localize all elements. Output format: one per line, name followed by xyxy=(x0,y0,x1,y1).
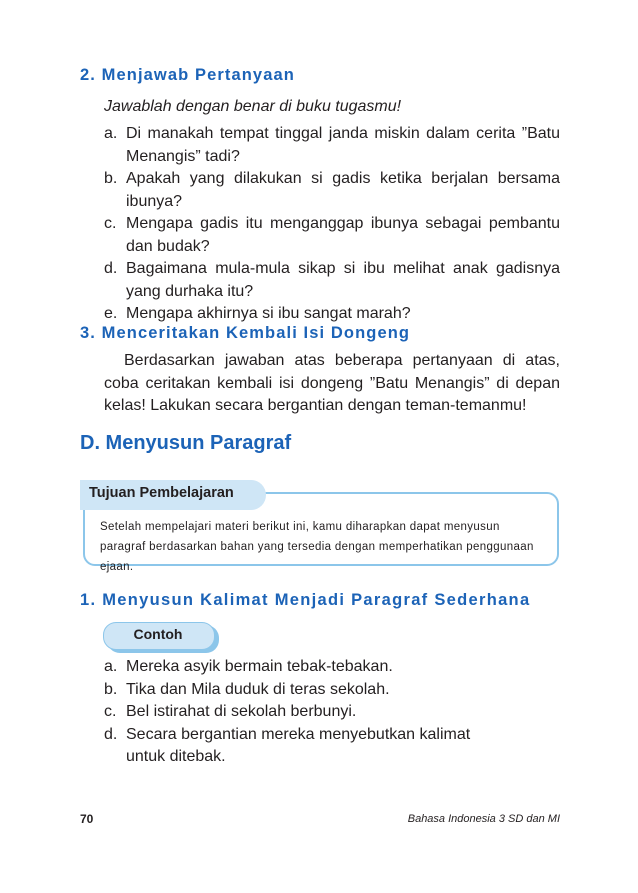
question-list xyxy=(104,123,560,326)
list-item xyxy=(104,724,560,769)
list-item-text: Secara bergantian mereka menyebutkan kalimat untuk ditebak. xyxy=(126,725,471,765)
list-item xyxy=(104,701,560,724)
learning-goal-label: Tujuan Pembelajaran xyxy=(89,485,234,501)
list-item-text: Bel istirahat di sekolah berbunyi. xyxy=(126,703,357,720)
list-item-letter: e. xyxy=(104,305,118,322)
section-d-heading: D. Menyusun Paragraf xyxy=(80,432,292,454)
list-item-text: Tika dan Mila duduk di teras sekolah. xyxy=(126,680,390,698)
list-item-text: Bagaimana mula-mula sikap si ibu melihat anak gadisnya yang durhaka itu? xyxy=(126,260,560,300)
list-item-text: Mereka asyik bermain tebak-tebakan. xyxy=(126,658,393,675)
list-item xyxy=(104,168,560,213)
list-item xyxy=(104,258,560,303)
list-item-letter: a. xyxy=(104,658,118,675)
list-item-letter: a. xyxy=(104,125,118,142)
list-item-letter: d. xyxy=(104,260,118,277)
list-item-letter: c. xyxy=(104,703,117,720)
list-item-letter: b. xyxy=(104,170,118,187)
list-item xyxy=(104,303,560,326)
list-item-text: Apakah yang dilakukan si gadis ketika berjalan bersama ibunya? xyxy=(126,170,560,210)
example-list xyxy=(104,656,560,769)
section-3-paragraph xyxy=(104,350,560,418)
list-item xyxy=(104,679,560,702)
section-2-instruction: Jawablah dengan benar di buku tugasmu! xyxy=(104,98,402,115)
paragraph-text: Berdasarkan jawaban atas beberapa pertanyaan di atas, coba ceritakan kembali isi dongeng ”Batu Menangis” di depan kelas! Lakukan secara bergantian dengan teman-temanmu! xyxy=(104,352,560,414)
list-item-letter: b. xyxy=(104,680,118,698)
learning-goal-text: Setelah mempelajari materi berikut ini, kamu diharapkan dapat menyusun paragraf berdasarkan bahan yang tersedia dengan memperhatikan penggunaan ejaan. xyxy=(100,521,534,573)
list-item-text: Di manakah tempat tinggal janda miskin dalam cerita ”Batu Menangis” tadi? xyxy=(126,125,560,165)
list-item-text: Mengapa gadis itu menganggap ibunya sebagai pembantu dan budak? xyxy=(126,215,560,255)
section-2-heading: 2. Menjawab Pertanyaan xyxy=(80,66,295,84)
list-item xyxy=(104,656,560,679)
list-item xyxy=(104,123,560,168)
book-title: Bahasa Indonesia 3 SD dan MI xyxy=(407,813,560,825)
section-3-heading: 3. Menceritakan Kembali Isi Dongeng xyxy=(80,324,411,342)
subsection-1-heading: 1. Menyusun Kalimat Menjadi Paragraf Sederhana xyxy=(80,591,531,609)
list-item-text: Mengapa akhirnya si ibu sangat marah? xyxy=(126,305,411,322)
example-badge-label: Contoh xyxy=(133,626,183,642)
list-item-letter: c. xyxy=(104,215,117,232)
list-item xyxy=(104,213,560,258)
page-number: 70 xyxy=(80,812,94,826)
list-item-letter: d. xyxy=(104,725,118,743)
